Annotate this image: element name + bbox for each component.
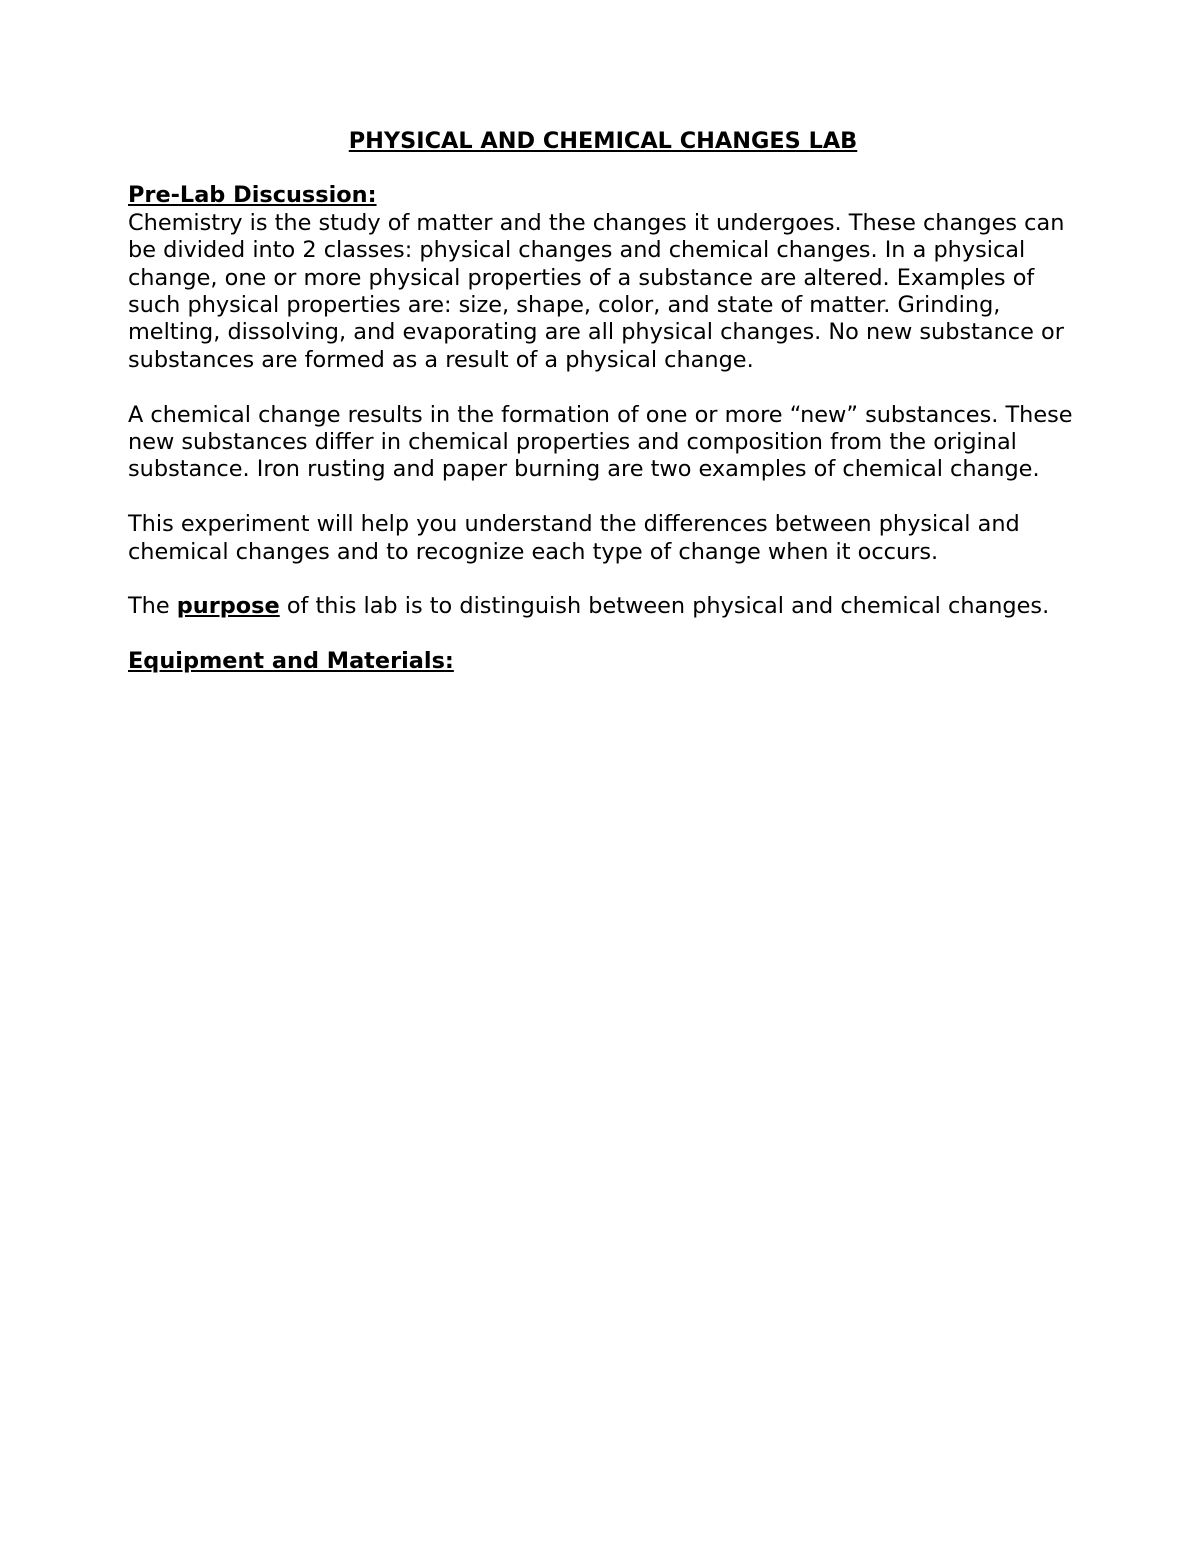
paragraph-physical-change: Chemistry is the study of matter and the changes it undergoes. These changes can be divided into 2 classes: physical changes and chemical changes. In a physical change, one or more physical properties of a substance are altered. Examples of such physical properties are: size, shape, color, and state of matter. Grinding, melting, dissolving, and evaporating are all physical changes. No new substance or substances are formed as a result of a physical change. (128, 209, 1065, 373)
purpose-suffix: of this lab is to distinguish between physical and chemical changes. (279, 593, 1050, 620)
purpose-keyword: purpose (176, 593, 280, 620)
equipment-heading: Equipment and Materials: (128, 648, 454, 675)
paragraph-chemical-change: A chemical change results in the formation of one or more “new” substances. These new substances differ in chemical properties and composition from the original substance. Iron rusting and paper burning are two examples of chemical change. (128, 401, 1073, 483)
pre-lab-heading: Pre-Lab Discussion: (128, 182, 377, 209)
purpose-prefix: The (128, 593, 177, 620)
paragraph-experiment: This experiment will help you understand the differences between physical and chemical changes and to recognize each type of change when it occurs. (128, 511, 1020, 565)
paragraph-purpose (128, 593, 1078, 620)
document-title: PHYSICAL AND CHEMICAL CHANGES LAB (348, 128, 858, 154)
document-body (128, 128, 1078, 676)
